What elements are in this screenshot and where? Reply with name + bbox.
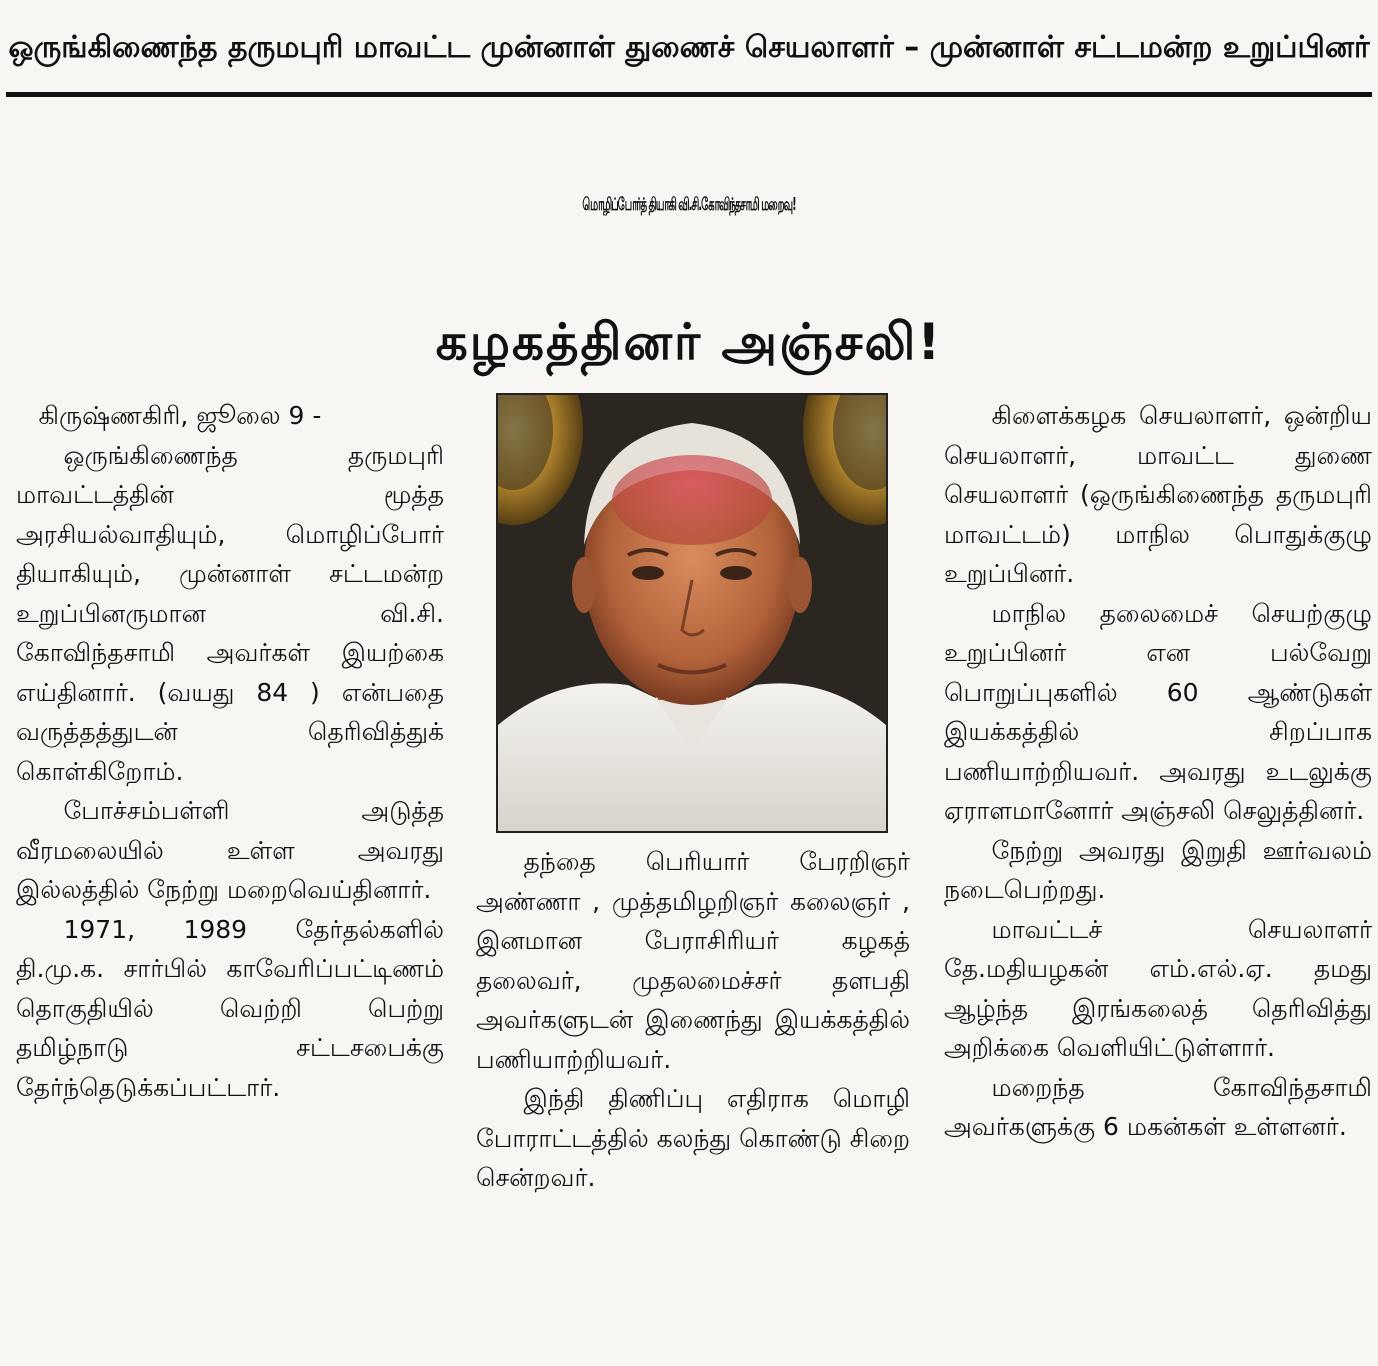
right-paragraph-2: மாநில தலைமைச் செயற்குழு உறுப்பினர் என பல்வேறு பொறுப்புகளில் 60 ஆண்டுகள் இயக்கத்தில் சிறப்பாக பணியாற்றியவர். அவரது உடலுக்கு ஏராளமானோர் அஞ்சலி செலுத்தினர். [944,598,1372,825]
subheadline: கழகத்தினர் அஞ்சலி! [435,312,943,371]
middle-column [476,842,910,1198]
left-paragraph-3: 1971, 1989 தேர்தல்களில் தி.மு.க. சார்பில் காவேரிப்பட்டிணம் தொகுதியில் வெற்றி பெற்று தமிழ்நாடு சட்டசபைக்கு தேர்ந்தெடுக்கப்பட்டார். [16,914,444,1102]
right-column [944,396,1372,1147]
headline: மொழிப்போர்த் தியாகி வி.சி.கோவிந்தசாமி மறைவு! [582,195,796,215]
middle-paragraph-2: இந்தி திணிப்பு எதிராக மொழி போராட்டத்தில் கலந்து கொண்டு சிறை சென்றவர். [476,1084,910,1192]
portrait-illustration [498,395,886,831]
right-paragraph-1: கிளைக்கழக செயலாளர், ஒன்றிய செயலாளர், மாவட்ட துணை செயலாளர் (ஒருங்கிணைந்த தருமபுரி மாவட்டம்) மாநில பொதுக்குழு உறுப்பினர். [944,401,1372,588]
left-column [16,396,444,1107]
dateline: கிருஷ்ணகிரி, ஜூலை 9 - [38,401,322,430]
left-paragraph-1: ஒருங்கிணைந்த தருமபுரி மாவட்டத்தின் மூத்த அரசியல்வாதியும், மொழிப்போர் தியாகியும், முன்னாள் சட்டமன்ற உறுப்பினருமான வி.சி. கோவிந்தசாமி அவர்கள் இயற்கை எய்தினார். (வயது 84 ) என்பதை வருத்தத்துடன் தெரிவித்துக் கொள்கிறோம். [16,440,444,786]
portrait-photo [496,393,888,833]
left-paragraph-2: போச்சம்பள்ளி அடுத்த வீரமலையில் உள்ள அவரது இல்லத்தில் நேற்று மறைவெய்தினார். [16,796,444,904]
kicker-line: ஒருங்கிணைந்த தருமபுரி மாவட்ட முன்னாள் துணைச் செயலாளர் – முன்னாள் சட்டமன்ற உறுப்பினர் [6,6,1372,97]
right-paragraph-5: மறைந்த கோவிந்தசாமி அவர்களுக்கு 6 மகன்கள் உள்ளனர். [944,1072,1372,1141]
right-paragraph-3: நேற்று அவரது இறுதி ஊர்வலம் நடைபெற்றது. [944,835,1372,904]
right-paragraph-4: மாவட்டச் செயலாளர் தே.மதியழகன் எம்.எல்.ஏ. தமது ஆழ்ந்த இரங்கலைத் தெரிவித்து அறிக்கை வெளியிட்டுள்ளார். [944,914,1372,1062]
middle-paragraph-1: தந்தை பெரியார் பேரறிஞர் அண்ணா , முத்தமிழறிஞர் கலைஞர் , இனமான பேராசிரியர் கழகத் தலைவர், முதலமைச்சர் தளபதி அவர்களுடன் இணைந்து இயக்கத்தில் பணியாற்றியவர். [476,847,910,1074]
